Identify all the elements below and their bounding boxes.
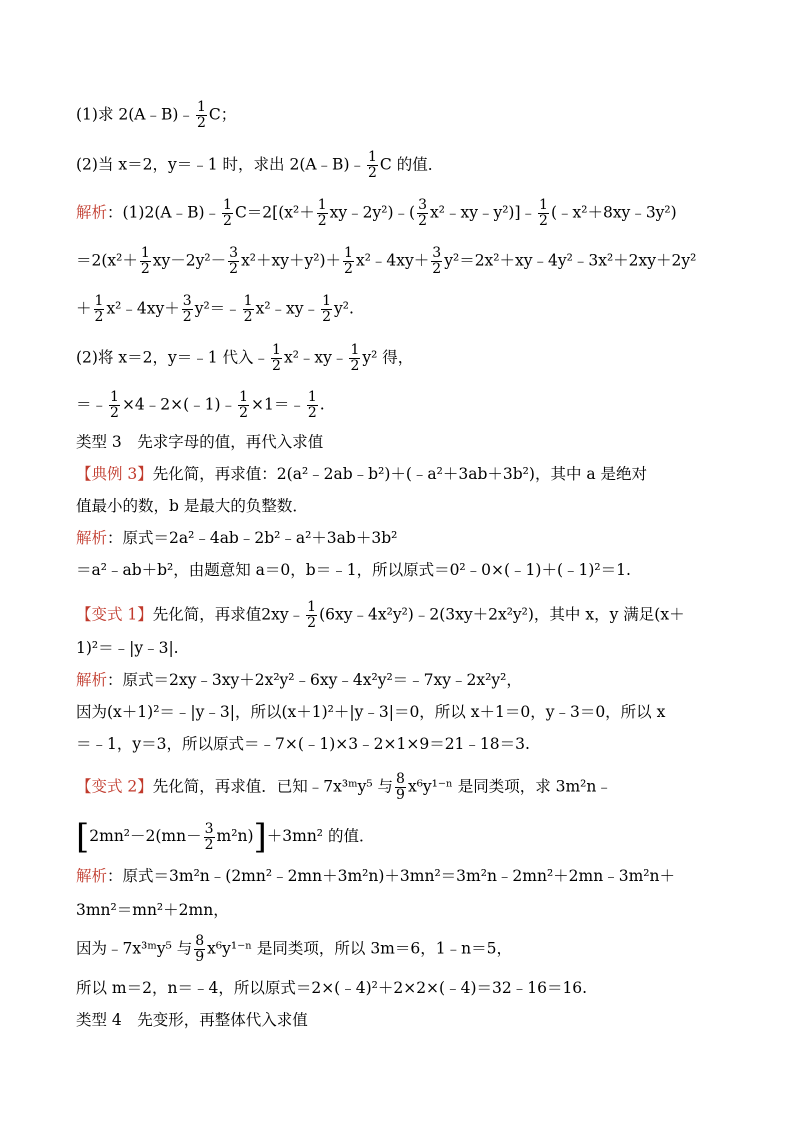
- solution-tag: 解析: [76, 203, 108, 222]
- fraction: $\frac{1}{2}$: [368, 149, 377, 181]
- solution-line: ＋ $\frac{1}{2}$ x²﹣4xy＋ $\frac{3}{2}$ y²＝﹣ $\frac{1}{2}$ x²﹣xy﹣ $\frac{1}{2}$ y².: [76, 293, 354, 325]
- question-1: (1)求 2(A﹣B)﹣ $\frac{1}{2}$ C；: [76, 99, 237, 131]
- solution-line: ＝﹣1，y＝3，所以原式＝﹣7×(﹣1)×3﹣2×1×9＝21﹣18＝3.: [76, 735, 530, 753]
- variant-tag: 【变式 1】: [76, 605, 153, 624]
- variant-line: 【变式 2】先化简，再求值．已知﹣7x³ᵐy⁵ 与 $\frac{8}{9}$ x⁶y¹⁻ⁿ 是同类项，求 3m²n﹣: [76, 771, 612, 803]
- solution-line: 因为﹣7x³ᵐy⁵ 与 $\frac{8}{9}$ x⁶y¹⁻ⁿ 是同类项，所以 3m＝6，1﹣n＝5，: [76, 933, 512, 965]
- solution-line: ＝a²﹣ab＋b²，由题意知 a＝0，b＝﹣1，所以原式＝0²﹣0×(﹣1)＋(﹣1)²＝1.: [76, 561, 631, 579]
- example-line: 值最小的数，b 是最大的负整数．: [76, 497, 308, 515]
- variant-tag: 【变式 2】: [76, 777, 153, 796]
- solution-line: 解析：原式＝3m²n﹣(2mn²﹣2mn＋3m²n)＋3mn²＝3m²n﹣2mn²＋2mn﹣3m²n＋: [76, 867, 675, 885]
- variant-line: 1)²＝﹣|y﹣3|.: [76, 639, 179, 657]
- solution-line: 3mn²＝mn²＋2mn，: [76, 901, 229, 919]
- solution-line: ＝﹣ $\frac{1}{2}$ ×4﹣2×(﹣1)﹣ $\frac{1}{2}$ ×1＝﹣ $\frac{1}{2}$ .: [76, 389, 325, 421]
- solution-line: 解析：原式＝2xy﹣3xy＋2x²y²﹣6xy﹣4x²y²＝﹣7xy﹣2x²y²，: [76, 671, 522, 689]
- solution-line: 解析：原式＝2a²﹣4ab﹣2b²﹣a²＋3ab＋3b²: [76, 529, 398, 547]
- solution-line: 所以 m＝2，n＝﹣4，所以原式＝2×(﹣4)²＋2×2×(﹣4)＝32﹣16＝16.: [76, 979, 588, 997]
- variant-line: [2mn²－2(mn－ $\frac{3}{2}$ m²n)]＋3mn² 的值．: [76, 817, 375, 857]
- variant-line: 【变式 1】先化简，再求值2xy﹣ $\frac{1}{2}$ (6xy﹣4x²y²)﹣2(3xy＋2x²y²)，其中 x，y 满足(x＋: [76, 599, 685, 631]
- example-tag: 【典例 3】: [76, 465, 153, 483]
- section-heading: 类型 3 先求字母的值，再代入求值: [76, 433, 324, 451]
- solution-line: ＝2(x²＋ $\frac{1}{2}$ xy－2y²－ $\frac{3}{2}$ x²＋xy＋y²)＋ $\frac{1}{2}$ x²﹣4xy＋ $\frac{3}{2}$ y²＝2x²＋xy﹣4y²﹣3x²＋2xy＋2y²: [76, 245, 697, 277]
- solution-line: 解析：(1)2(A﹣B)﹣ $\frac{1}{2}$ C＝2[(x²＋ $\frac{1}{2}$ xy﹣2y²)﹣( $\frac{3}{2}$ x²﹣xy﹣y²)]﹣ $\frac{1}{2}$ (﹣x²＋8xy﹣3y²): [76, 197, 677, 229]
- solution-line: (2)将 x＝2，y＝﹣1 代入﹣ $\frac{1}{2}$ x²﹣xy﹣ $\frac{1}{2}$ y² 得，: [76, 342, 414, 374]
- question-2: (2)当 x＝2，y＝﹣1 时，求出 2(A﹣B)﹣ $\frac{1}{2}$ C 的值．: [76, 149, 444, 181]
- solution-line: 因为(x＋1)²＝﹣|y﹣3|，所以(x＋1)²＋|y﹣3|＝0，所以 x＋1＝0，y﹣3＝0，所以 x: [76, 703, 666, 721]
- fraction: $\frac{1}{2}$: [196, 99, 206, 131]
- example-line: 【典例 3】先化简，再求值：2(a²﹣2ab﹣b²)＋(﹣a²＋3ab＋3b²)，其中 a 是绝对: [76, 465, 648, 483]
- section-heading: 类型 4 先变形，再整体代入求值: [76, 1011, 308, 1029]
